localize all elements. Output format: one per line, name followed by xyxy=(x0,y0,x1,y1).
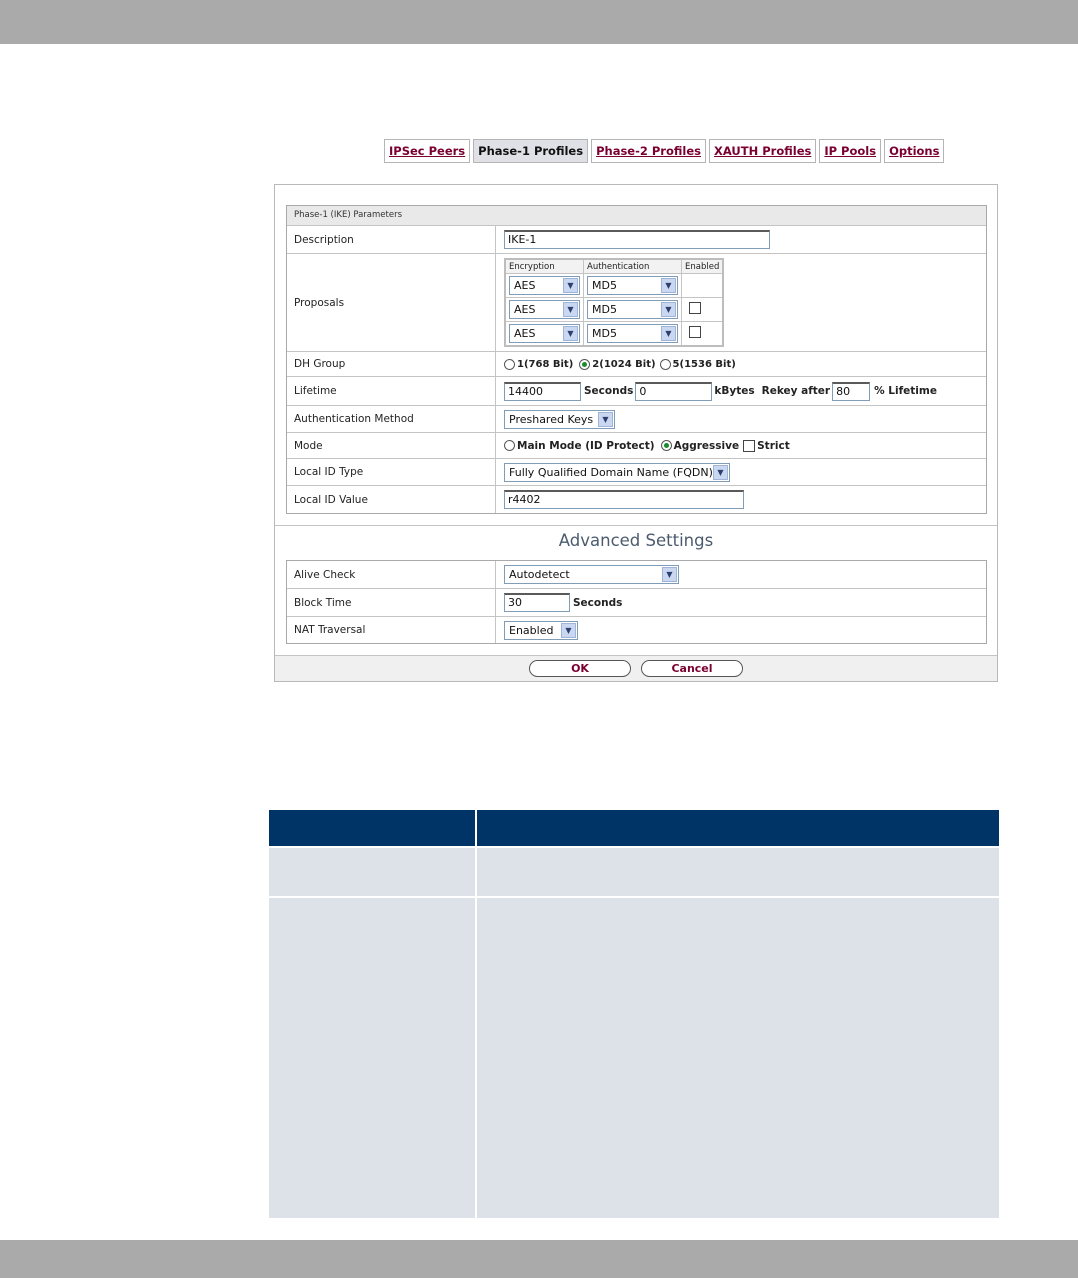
description-input[interactable]: IKE-1 xyxy=(504,230,770,249)
ok-button[interactable]: OK xyxy=(529,660,631,677)
mode-label: Mode xyxy=(287,433,496,458)
chevron-down-icon: ▼ xyxy=(563,278,578,293)
auth-method-label: Authentication Method xyxy=(287,406,496,432)
lifetime-seconds-input[interactable]: 14400 xyxy=(504,382,581,401)
auth-method-select[interactable]: Preshared Keys ▼ xyxy=(504,410,615,429)
block-time-row xyxy=(287,588,986,616)
local-id-type-label: Local ID Type xyxy=(287,459,496,485)
rekey-unit: % Lifetime xyxy=(874,385,937,397)
table-cell xyxy=(269,898,477,1218)
rekey-label: Rekey after xyxy=(761,385,831,397)
chevron-down-icon: ▼ xyxy=(713,465,728,480)
chevron-down-icon: ▼ xyxy=(563,326,578,341)
tab-phase-1-profiles[interactable]: Phase-1 Profiles xyxy=(473,139,588,163)
proposals-label: Proposals xyxy=(287,254,496,351)
description-row xyxy=(287,225,986,253)
encryption-select[interactable]: AES ▼ xyxy=(509,324,580,343)
local-id-type-row xyxy=(287,458,986,485)
local-id-value-row xyxy=(287,485,986,513)
tab-ipsec-peers[interactable]: IPSec Peers xyxy=(384,139,470,163)
chevron-down-icon: ▼ xyxy=(661,326,676,341)
lifetime-kbytes-input[interactable]: 0 xyxy=(635,382,712,401)
dh-group-radio-5[interactable] xyxy=(660,359,671,370)
dh-group-radio-1[interactable] xyxy=(504,359,515,370)
advanced-settings-title: Advanced Settings xyxy=(275,525,997,559)
chevron-down-icon: ▼ xyxy=(661,278,676,293)
proposals-row xyxy=(287,253,986,351)
chevron-down-icon: ▼ xyxy=(662,567,677,582)
proposal-row xyxy=(505,273,723,297)
aggressive-radio[interactable] xyxy=(661,440,672,451)
table-header xyxy=(269,810,999,846)
lifetime-label: Lifetime xyxy=(287,377,496,405)
nat-traversal-row xyxy=(287,616,986,643)
dh-group-row: DH Group 1(768 Bit) 2(1024 Bit) 5(1536 Bit) xyxy=(287,351,986,376)
dh-group-radio-2[interactable] xyxy=(579,359,590,370)
tab-ip-pools[interactable]: IP Pools xyxy=(819,139,881,163)
authentication-select[interactable]: MD5 ▼ xyxy=(587,324,678,343)
mode-row: Mode Main Mode (ID Protect) Aggressive Strict xyxy=(287,432,986,458)
main-mode-radio[interactable] xyxy=(504,440,515,451)
cancel-button[interactable]: Cancel xyxy=(641,660,743,677)
auth-method-row xyxy=(287,405,986,432)
authentication-header: Authentication xyxy=(584,259,682,273)
dh-group-label: DH Group xyxy=(287,352,496,376)
ike-parameters-table xyxy=(286,205,987,514)
description-label: Description xyxy=(287,226,496,253)
enabled-checkbox[interactable] xyxy=(689,302,701,314)
header-cell xyxy=(269,810,477,846)
chevron-down-icon: ▼ xyxy=(661,302,676,317)
alive-check-select[interactable]: Autodetect ▼ xyxy=(504,565,679,584)
proposal-row xyxy=(505,297,723,321)
encryption-header: Encryption xyxy=(505,259,584,273)
alive-check-label: Alive Check xyxy=(287,561,496,588)
table-cell xyxy=(269,848,477,896)
tab-xauth-profiles[interactable]: XAUTH Profiles xyxy=(709,139,816,163)
lifetime-row xyxy=(287,376,986,405)
block-time-label: Block Time xyxy=(287,589,496,616)
enabled-checkbox[interactable] xyxy=(689,326,701,338)
local-id-value-label: Local ID Value xyxy=(287,486,496,513)
tab-phase-2-profiles[interactable]: Phase-2 Profiles xyxy=(591,139,706,163)
table-cell xyxy=(477,848,999,896)
advanced-settings-table xyxy=(286,560,987,644)
chevron-down-icon: ▼ xyxy=(563,302,578,317)
bottom-bar xyxy=(0,1240,1078,1278)
kbytes-unit: kBytes xyxy=(714,385,755,397)
alive-check-row xyxy=(287,561,986,588)
button-bar xyxy=(275,655,997,681)
enabled-header: Enabled xyxy=(682,259,724,273)
block-time-input[interactable]: 30 xyxy=(504,593,570,612)
seconds-unit: Seconds xyxy=(584,385,634,397)
block-time-unit: Seconds xyxy=(573,596,623,609)
proposal-row xyxy=(505,321,723,346)
table-row xyxy=(269,896,999,1218)
phase1-profile-dialog xyxy=(274,184,998,682)
table-cell xyxy=(477,898,999,1218)
encryption-select[interactable]: AES ▼ xyxy=(509,276,580,295)
local-id-type-select[interactable]: Fully Qualified Domain Name (FQDN) ▼ xyxy=(504,463,730,482)
strict-checkbox[interactable] xyxy=(743,440,755,452)
nat-traversal-select[interactable]: Enabled ▼ xyxy=(504,621,578,640)
chevron-down-icon: ▼ xyxy=(561,623,576,638)
tab-bar xyxy=(384,139,944,163)
section-title: Phase-1 (IKE) Parameters xyxy=(287,206,986,225)
chevron-down-icon: ▼ xyxy=(598,412,613,427)
nat-traversal-label: NAT Traversal xyxy=(287,617,496,643)
table-row xyxy=(269,846,999,896)
authentication-select[interactable]: MD5 ▼ xyxy=(587,300,678,319)
proposals-table xyxy=(504,258,724,347)
tab-options[interactable]: Options xyxy=(884,139,944,163)
top-bar xyxy=(0,0,1078,44)
local-id-value-input[interactable]: r4402 xyxy=(504,490,744,509)
rekey-input[interactable]: 80 xyxy=(832,382,870,401)
encryption-select[interactable]: AES ▼ xyxy=(509,300,580,319)
authentication-select[interactable]: MD5 ▼ xyxy=(587,276,678,295)
field-description-table xyxy=(269,810,999,1218)
